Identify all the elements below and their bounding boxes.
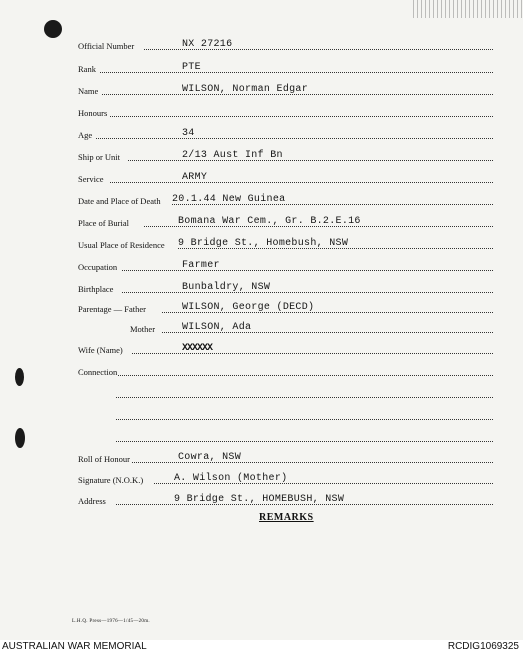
field-value: Cowra, NSW [178, 452, 242, 463]
field-burial [78, 213, 493, 229]
field-honours [78, 103, 493, 119]
printer-imprint: L.H.Q. Press—1976—1/45—20m. [72, 619, 150, 624]
field-name [78, 81, 493, 97]
punch-hole-lower [15, 428, 25, 448]
field-label: Date and Place of Death [78, 196, 161, 206]
field-value: Farmer [182, 260, 220, 271]
field-label: Connection [78, 367, 118, 377]
field-label: Parentage — Father [78, 304, 146, 314]
field-label: Official Number [78, 41, 135, 51]
field-death [78, 191, 493, 207]
field-value: 34 [182, 128, 195, 139]
field-age [78, 125, 493, 141]
field-mother [78, 319, 493, 335]
field-label: Usual Place of Residence [78, 240, 165, 250]
field-label: Ship or Unit [78, 152, 121, 162]
field-value: 9 Bridge St., Homebush, NSW [178, 238, 349, 249]
field-value: ARMY [182, 172, 208, 183]
field-value: 9 Bridge St., HOMEBUSH, NSW [174, 494, 345, 505]
connection-line-3 [78, 406, 493, 422]
field-residence [78, 235, 493, 251]
field-rank [78, 59, 493, 75]
field-service [78, 169, 493, 185]
field-value-struck: XXXXXX [182, 343, 213, 354]
field-value: WILSON, George (DECD) [182, 302, 315, 313]
field-roll-of-honour [78, 449, 493, 465]
connection-line-2 [78, 384, 493, 400]
record-id: RCDIG1069325 [447, 641, 519, 652]
field-label: Honours [78, 108, 108, 118]
field-wife [78, 340, 493, 356]
archive-name: AUSTRALIAN WAR MEMORIAL [2, 641, 147, 652]
field-label: Address [78, 496, 106, 506]
field-official-number [78, 36, 493, 52]
scan-noise [413, 0, 523, 18]
field-label: Mother [130, 324, 156, 334]
field-label: Rank [78, 64, 96, 74]
field-occupation [78, 257, 493, 273]
field-birthplace [78, 279, 493, 295]
field-label: Service [78, 174, 104, 184]
field-value: A. Wilson (Mother) [174, 473, 288, 484]
field-label: Birthplace [78, 284, 114, 294]
field-label: Signature (N.O.K.) [78, 475, 144, 485]
field-label: Roll of Honour [78, 454, 130, 464]
field-label: Occupation [78, 262, 118, 272]
field-value: 2/13 Aust Inf Bn [182, 150, 283, 161]
field-value: NX 27216 [182, 39, 233, 50]
field-label: Name [78, 86, 99, 96]
field-value: 20.1.44 New Guinea [172, 194, 286, 205]
punch-hole-mid [15, 368, 24, 386]
field-connection [78, 362, 493, 378]
field-label: Wife (Name) [78, 345, 123, 355]
field-value: WILSON, Norman Edgar [182, 84, 309, 95]
connection-line-4 [78, 428, 493, 444]
field-father [78, 299, 493, 315]
field-address [78, 491, 493, 507]
archive-footer [0, 640, 523, 654]
remarks-heading: REMARKS [259, 512, 314, 523]
field-value: PTE [182, 62, 201, 73]
field-label: Age [78, 130, 93, 140]
field-label: Place of Burial [78, 218, 129, 228]
field-value: Bunbaldry, NSW [182, 282, 271, 293]
field-value: WILSON, Ada [182, 322, 252, 333]
field-value: Bomana War Cem., Gr. B.2.E.16 [178, 216, 361, 227]
field-signature [78, 470, 493, 486]
field-ship-or-unit [78, 147, 493, 163]
punch-hole-top [44, 20, 62, 38]
